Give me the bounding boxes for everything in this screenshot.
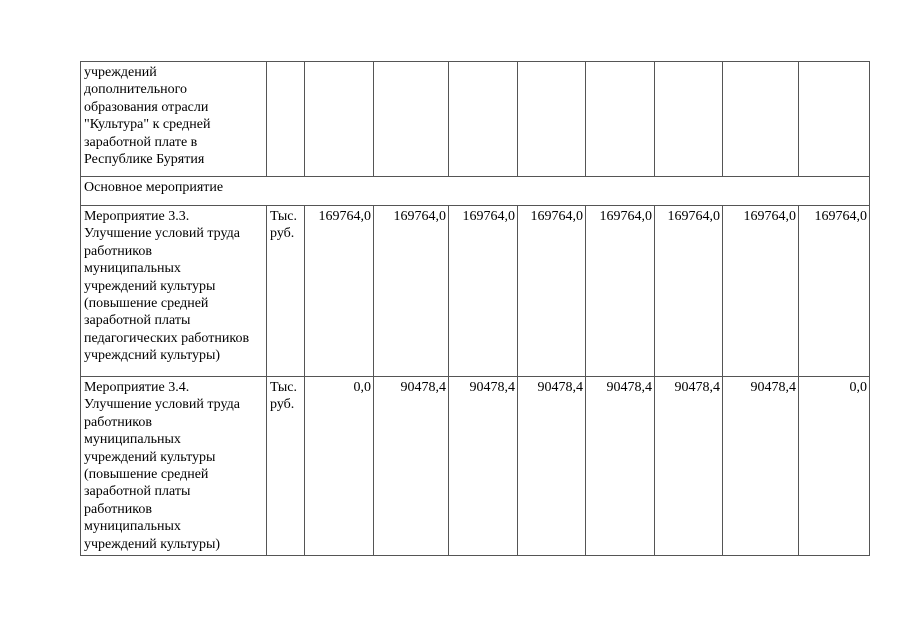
value-cell: 0,0 <box>305 377 374 556</box>
value-cell: 169764,0 <box>518 206 586 377</box>
value-cell: 90478,4 <box>655 377 723 556</box>
value-cell <box>374 62 449 177</box>
row-description-cell: учреждений дополнительного образования отрасли "Культура" к средней заработной плате в Республике Бурятия <box>81 62 267 177</box>
value-cell: 169764,0 <box>723 206 799 377</box>
value-cell: 169764,0 <box>374 206 449 377</box>
value-cell <box>449 62 518 177</box>
value-cell <box>655 62 723 177</box>
budget-table <box>80 61 870 556</box>
value-cell: 169764,0 <box>449 206 518 377</box>
value-cell <box>305 62 374 177</box>
unit-cell: Тыс. руб. <box>267 377 305 556</box>
value-cell: 90478,4 <box>586 377 655 556</box>
section-title-cell: Основное мероприятие <box>81 177 870 206</box>
value-cell <box>799 62 870 177</box>
measure-description-cell: Мероприятие 3.3. Улучшение условий труда работников муниципальных учреждений культуры (повышение средней заработной платы педагогических работников учреждсний культуры) <box>81 206 267 377</box>
value-cell <box>723 62 799 177</box>
value-cell <box>518 62 586 177</box>
value-cell <box>586 62 655 177</box>
table-row <box>81 206 870 377</box>
table-row-section <box>81 177 870 206</box>
value-cell: 90478,4 <box>449 377 518 556</box>
value-cell: 169764,0 <box>799 206 870 377</box>
value-cell: 90478,4 <box>518 377 586 556</box>
unit-cell: Тыс. руб. <box>267 206 305 377</box>
value-cell: 169764,0 <box>305 206 374 377</box>
value-cell: 169764,0 <box>655 206 723 377</box>
table-row <box>81 62 870 177</box>
unit-cell <box>267 62 305 177</box>
value-cell: 90478,4 <box>723 377 799 556</box>
measure-description-cell: Мероприятие 3.4. Улучшение условий труда работников муниципальных учреждений культуры (повышение средней заработной платы работников муниципальных учреждений культуры) <box>81 377 267 556</box>
value-cell: 90478,4 <box>374 377 449 556</box>
value-cell: 0,0 <box>799 377 870 556</box>
table-row <box>81 377 870 556</box>
value-cell: 169764,0 <box>586 206 655 377</box>
